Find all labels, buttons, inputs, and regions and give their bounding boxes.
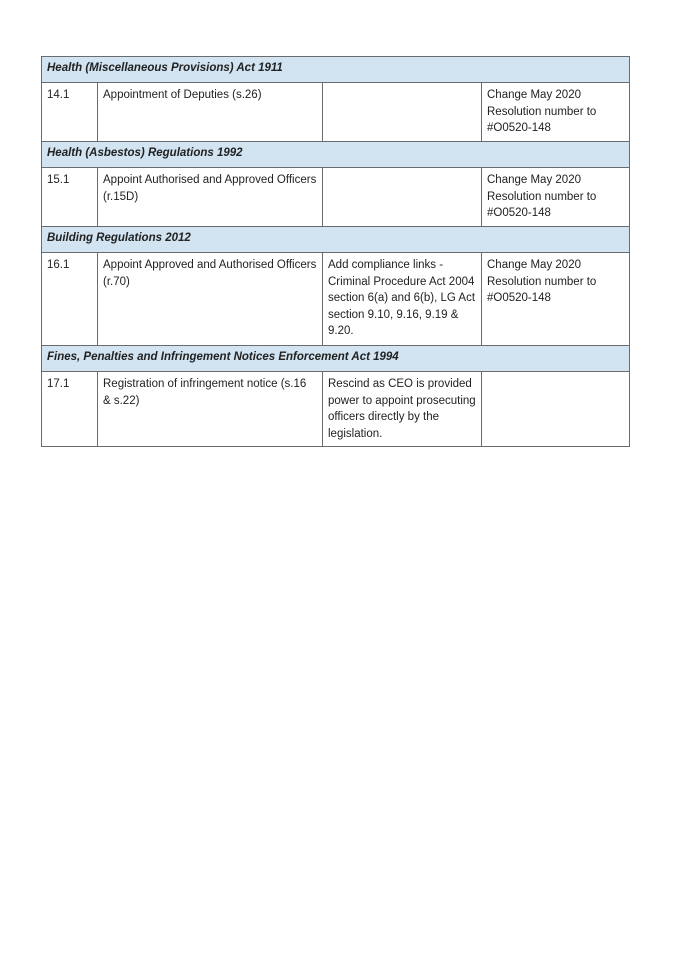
section-header-row — [42, 57, 630, 83]
item-number: 15.1 — [42, 168, 98, 227]
table-row — [42, 83, 630, 142]
item-number: 17.1 — [42, 372, 98, 447]
item-comment: Add compliance links - Criminal Procedure Act 2004 section 6(a) and 6(b), LG Act section 9.10, 9.16, 9.19 & 9.20. — [323, 253, 482, 346]
table-row — [42, 168, 630, 227]
item-description: Appoint Approved and Authorised Officers (r.70) — [98, 253, 323, 346]
item-comment: Rescind as CEO is provided power to appoint prosecuting officers directly by the legislation. — [323, 372, 482, 447]
item-change: Change May 2020 Resolution number to #O0520-148 — [482, 253, 630, 346]
section-title: Health (Asbestos) Regulations 1992 — [42, 142, 630, 168]
item-description: Registration of infringement notice (s.16 & s.22) — [98, 372, 323, 447]
item-change: Change May 2020 Resolution number to #O0520-148 — [482, 83, 630, 142]
delegations-table — [41, 56, 630, 447]
section-title: Building Regulations 2012 — [42, 227, 630, 253]
item-change: Change May 2020 Resolution number to #O0520-148 — [482, 168, 630, 227]
section-header-row — [42, 227, 630, 253]
item-number: 16.1 — [42, 253, 98, 346]
item-change — [482, 372, 630, 447]
section-title: Health (Miscellaneous Provisions) Act 1911 — [42, 57, 630, 83]
section-title: Fines, Penalties and Infringement Notices Enforcement Act 1994 — [42, 346, 630, 372]
section-header-row — [42, 346, 630, 372]
item-description: Appointment of Deputies (s.26) — [98, 83, 323, 142]
table-row — [42, 372, 630, 447]
table-row — [42, 253, 630, 346]
item-number: 14.1 — [42, 83, 98, 142]
item-comment — [323, 83, 482, 142]
item-description: Appoint Authorised and Approved Officers (r.15D) — [98, 168, 323, 227]
item-comment — [323, 168, 482, 227]
section-header-row — [42, 142, 630, 168]
